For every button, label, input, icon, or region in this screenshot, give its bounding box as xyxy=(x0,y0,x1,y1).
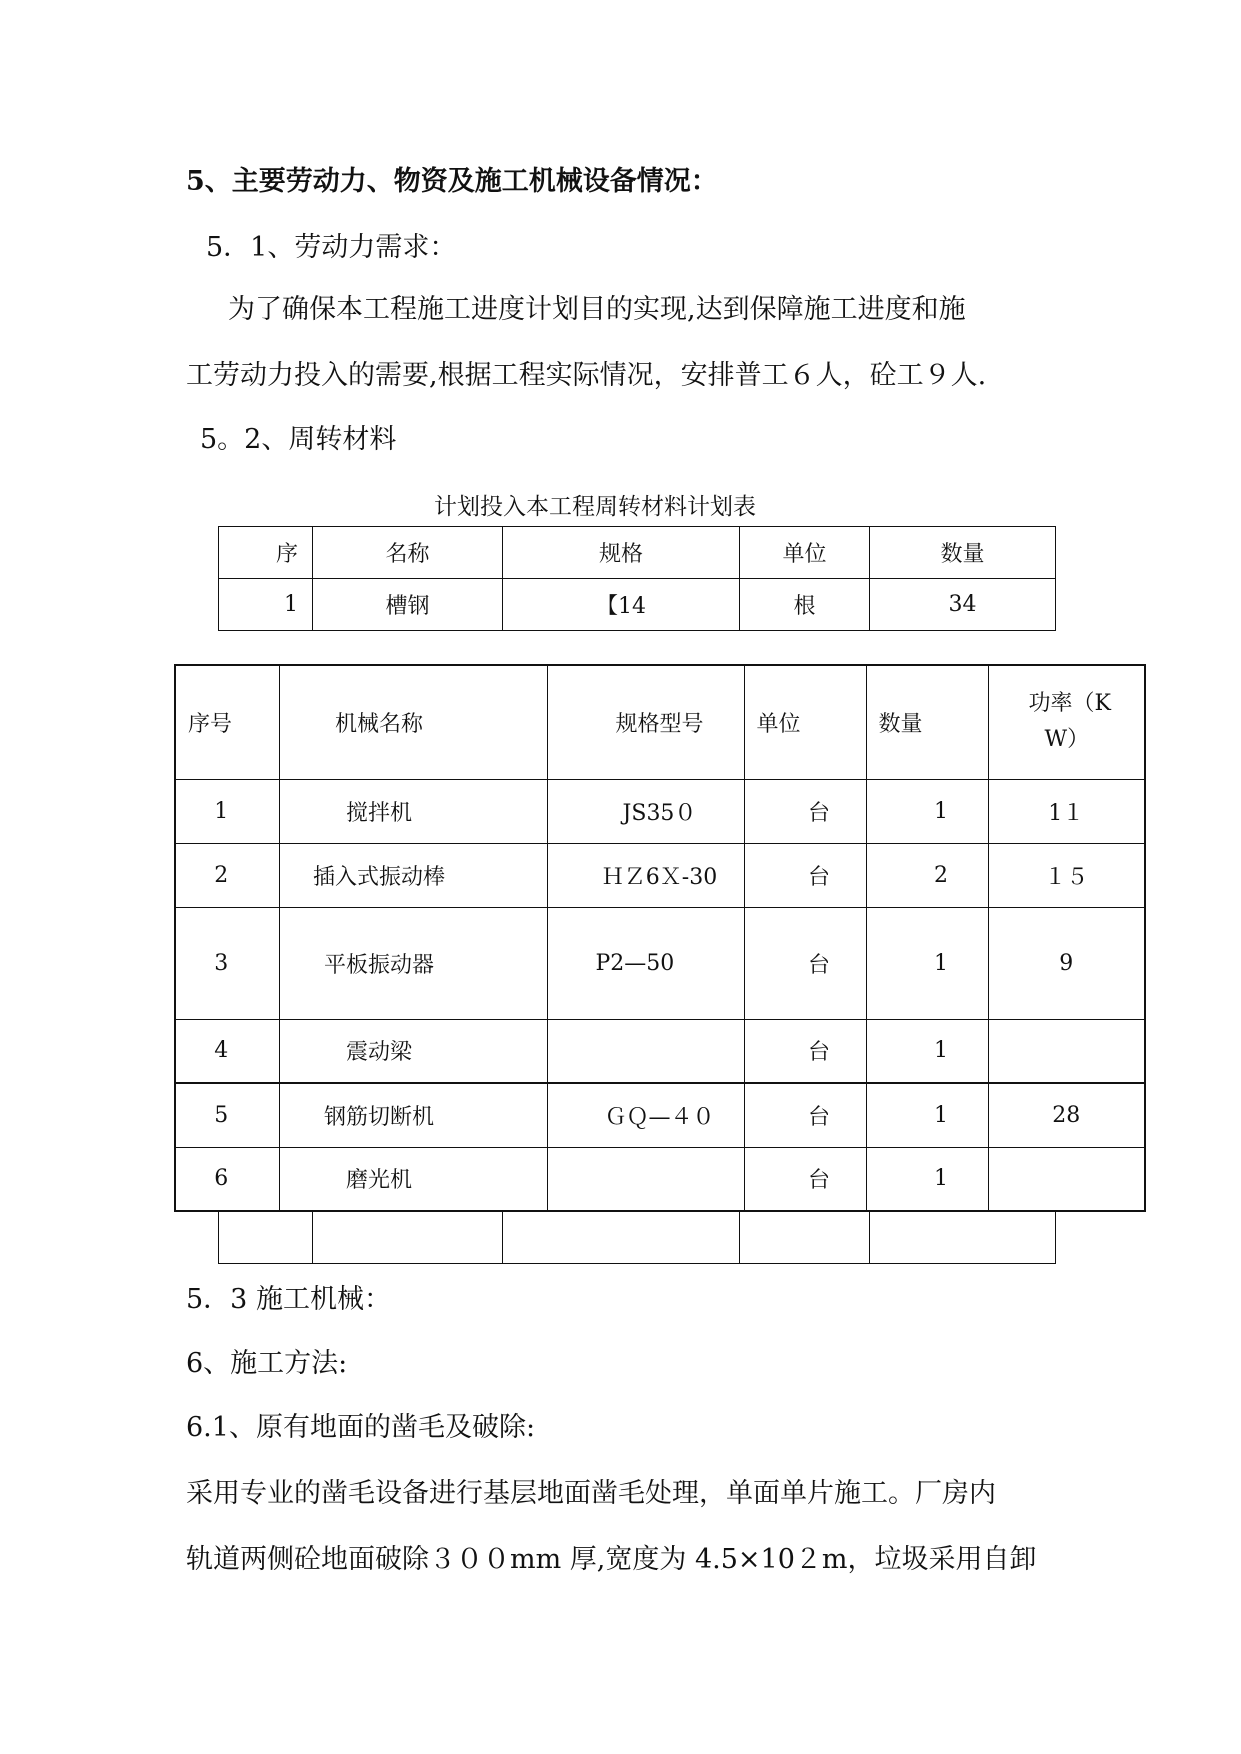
section-6-heading: 6、施工方法: xyxy=(186,1348,348,1379)
machine-cell-spec: ＧＱ—４０ xyxy=(547,1083,744,1147)
machine-header-power-line-1: 功率（K xyxy=(1028,691,1111,717)
machine-cell-quantity: 1 xyxy=(866,779,988,843)
empty-cell xyxy=(870,1211,1056,1264)
material-table-row xyxy=(219,579,1056,631)
machine-header-power xyxy=(988,665,1145,779)
section-5-heading: 5、主要劳动力、物资及施工机械设备情况： xyxy=(186,166,718,197)
machine-cell-unit: 台 xyxy=(744,1019,866,1083)
machine-table-row xyxy=(175,843,1145,907)
section-5-2-heading: 5。2、周转材料 xyxy=(200,424,397,455)
machine-cell-quantity: 1 xyxy=(866,907,988,1019)
section-5-1-heading: 5．1、劳动力需求： xyxy=(206,232,457,263)
machine-cell-quantity: 1 xyxy=(866,1019,988,1083)
empty-material-table-row xyxy=(218,1210,1056,1264)
machine-header-name: 机械名称 xyxy=(279,665,547,779)
empty-cell xyxy=(740,1211,870,1264)
machine-cell-spec: JS35０ xyxy=(547,779,744,843)
machine-cell-spec xyxy=(547,1147,744,1211)
machine-header-quantity: 数量 xyxy=(866,665,988,779)
machine-cell-spec xyxy=(547,1019,744,1083)
chiseling-paragraph-line-2: 轨道两侧砼地面破除３００mm 厚,宽度为 4.5×10２m，垃圾采用自卸 xyxy=(186,1544,1037,1575)
machine-header-index: 序号 xyxy=(175,665,279,779)
material-header-name: 名称 xyxy=(313,527,503,579)
machine-cell-power: 1１ xyxy=(988,779,1145,843)
machine-cell-quantity: 2 xyxy=(866,843,988,907)
machine-cell-unit: 台 xyxy=(744,1083,866,1147)
machine-cell-unit: 台 xyxy=(744,843,866,907)
empty-cell xyxy=(503,1211,740,1264)
machine-cell-name: 插入式振动棒 xyxy=(279,843,547,907)
machine-cell-index: 4 xyxy=(175,1019,279,1083)
machine-cell-index: 1 xyxy=(175,779,279,843)
material-cell-spec: 【14 xyxy=(503,579,740,631)
machine-cell-name: 磨光机 xyxy=(279,1147,547,1211)
section-5-3-heading: 5．3 施工机械： xyxy=(186,1284,391,1315)
empty-cell xyxy=(219,1211,313,1264)
labor-paragraph-line-1: 为了确保本工程施工进度计划目的实现,达到保障施工进度和施 xyxy=(228,294,966,325)
machine-header-spec: 规格型号 xyxy=(547,665,744,779)
machine-cell-index: 3 xyxy=(175,907,279,1019)
machine-cell-index: 5 xyxy=(175,1083,279,1147)
chiseling-paragraph-line-1: 采用专业的凿毛设备进行基层地面凿毛处理，单面单片施工。厂房内 xyxy=(186,1478,996,1509)
machine-table xyxy=(174,664,1146,1212)
material-header-index: 序 xyxy=(219,527,313,579)
machine-cell-power xyxy=(988,1147,1145,1211)
material-cell-name: 槽钢 xyxy=(313,579,503,631)
machine-cell-index: 6 xyxy=(175,1147,279,1211)
machine-table-row xyxy=(175,1019,1145,1083)
machine-cell-quantity: 1 xyxy=(866,1147,988,1211)
material-table-caption: 计划投入本工程周转材料计划表 xyxy=(434,494,756,520)
machine-cell-power: 9 xyxy=(988,907,1145,1019)
machine-cell-unit: 台 xyxy=(744,1147,866,1211)
machine-cell-spec: ＨＺ6Ｘ-30 xyxy=(547,843,744,907)
machine-cell-name: 震动梁 xyxy=(279,1019,547,1083)
machine-cell-power: 28 xyxy=(988,1083,1145,1147)
machine-header-power-line-2: W） xyxy=(1044,727,1090,753)
empty-cell xyxy=(313,1211,503,1264)
material-cell-index: 1 xyxy=(219,579,313,631)
section-6-1-heading: 6.1、原有地面的凿毛及破除: xyxy=(186,1412,536,1443)
machine-cell-unit: 台 xyxy=(744,907,866,1019)
machine-table-row xyxy=(175,1083,1145,1147)
material-header-unit: 单位 xyxy=(740,527,870,579)
machine-table-row xyxy=(175,907,1145,1019)
material-header-spec: 规格 xyxy=(503,527,740,579)
machine-header-unit: 单位 xyxy=(744,665,866,779)
machine-cell-quantity: 1 xyxy=(866,1083,988,1147)
machine-table-row xyxy=(175,779,1145,843)
machine-cell-spec: P2—50 xyxy=(547,907,744,1019)
material-header-quantity: 数量 xyxy=(870,527,1056,579)
machine-cell-name: 钢筋切断机 xyxy=(279,1083,547,1147)
material-cell-quantity: 34 xyxy=(870,579,1056,631)
empty-row xyxy=(219,1211,1056,1264)
machine-cell-power: １５ xyxy=(988,843,1145,907)
machine-cell-name: 平板振动器 xyxy=(279,907,547,1019)
machine-cell-name: 搅拌机 xyxy=(279,779,547,843)
material-table-header-row xyxy=(219,527,1056,579)
machine-cell-index: 2 xyxy=(175,843,279,907)
machine-table-header-row xyxy=(175,665,1145,779)
material-table xyxy=(218,526,1056,631)
machine-table-row xyxy=(175,1147,1145,1211)
labor-paragraph-line-2: 工劳动力投入的需要,根据工程实际情况，安排普工６人，砼工９人. xyxy=(186,360,987,391)
machine-cell-unit: 台 xyxy=(744,779,866,843)
material-cell-unit: 根 xyxy=(740,579,870,631)
machine-cell-power xyxy=(988,1019,1145,1083)
